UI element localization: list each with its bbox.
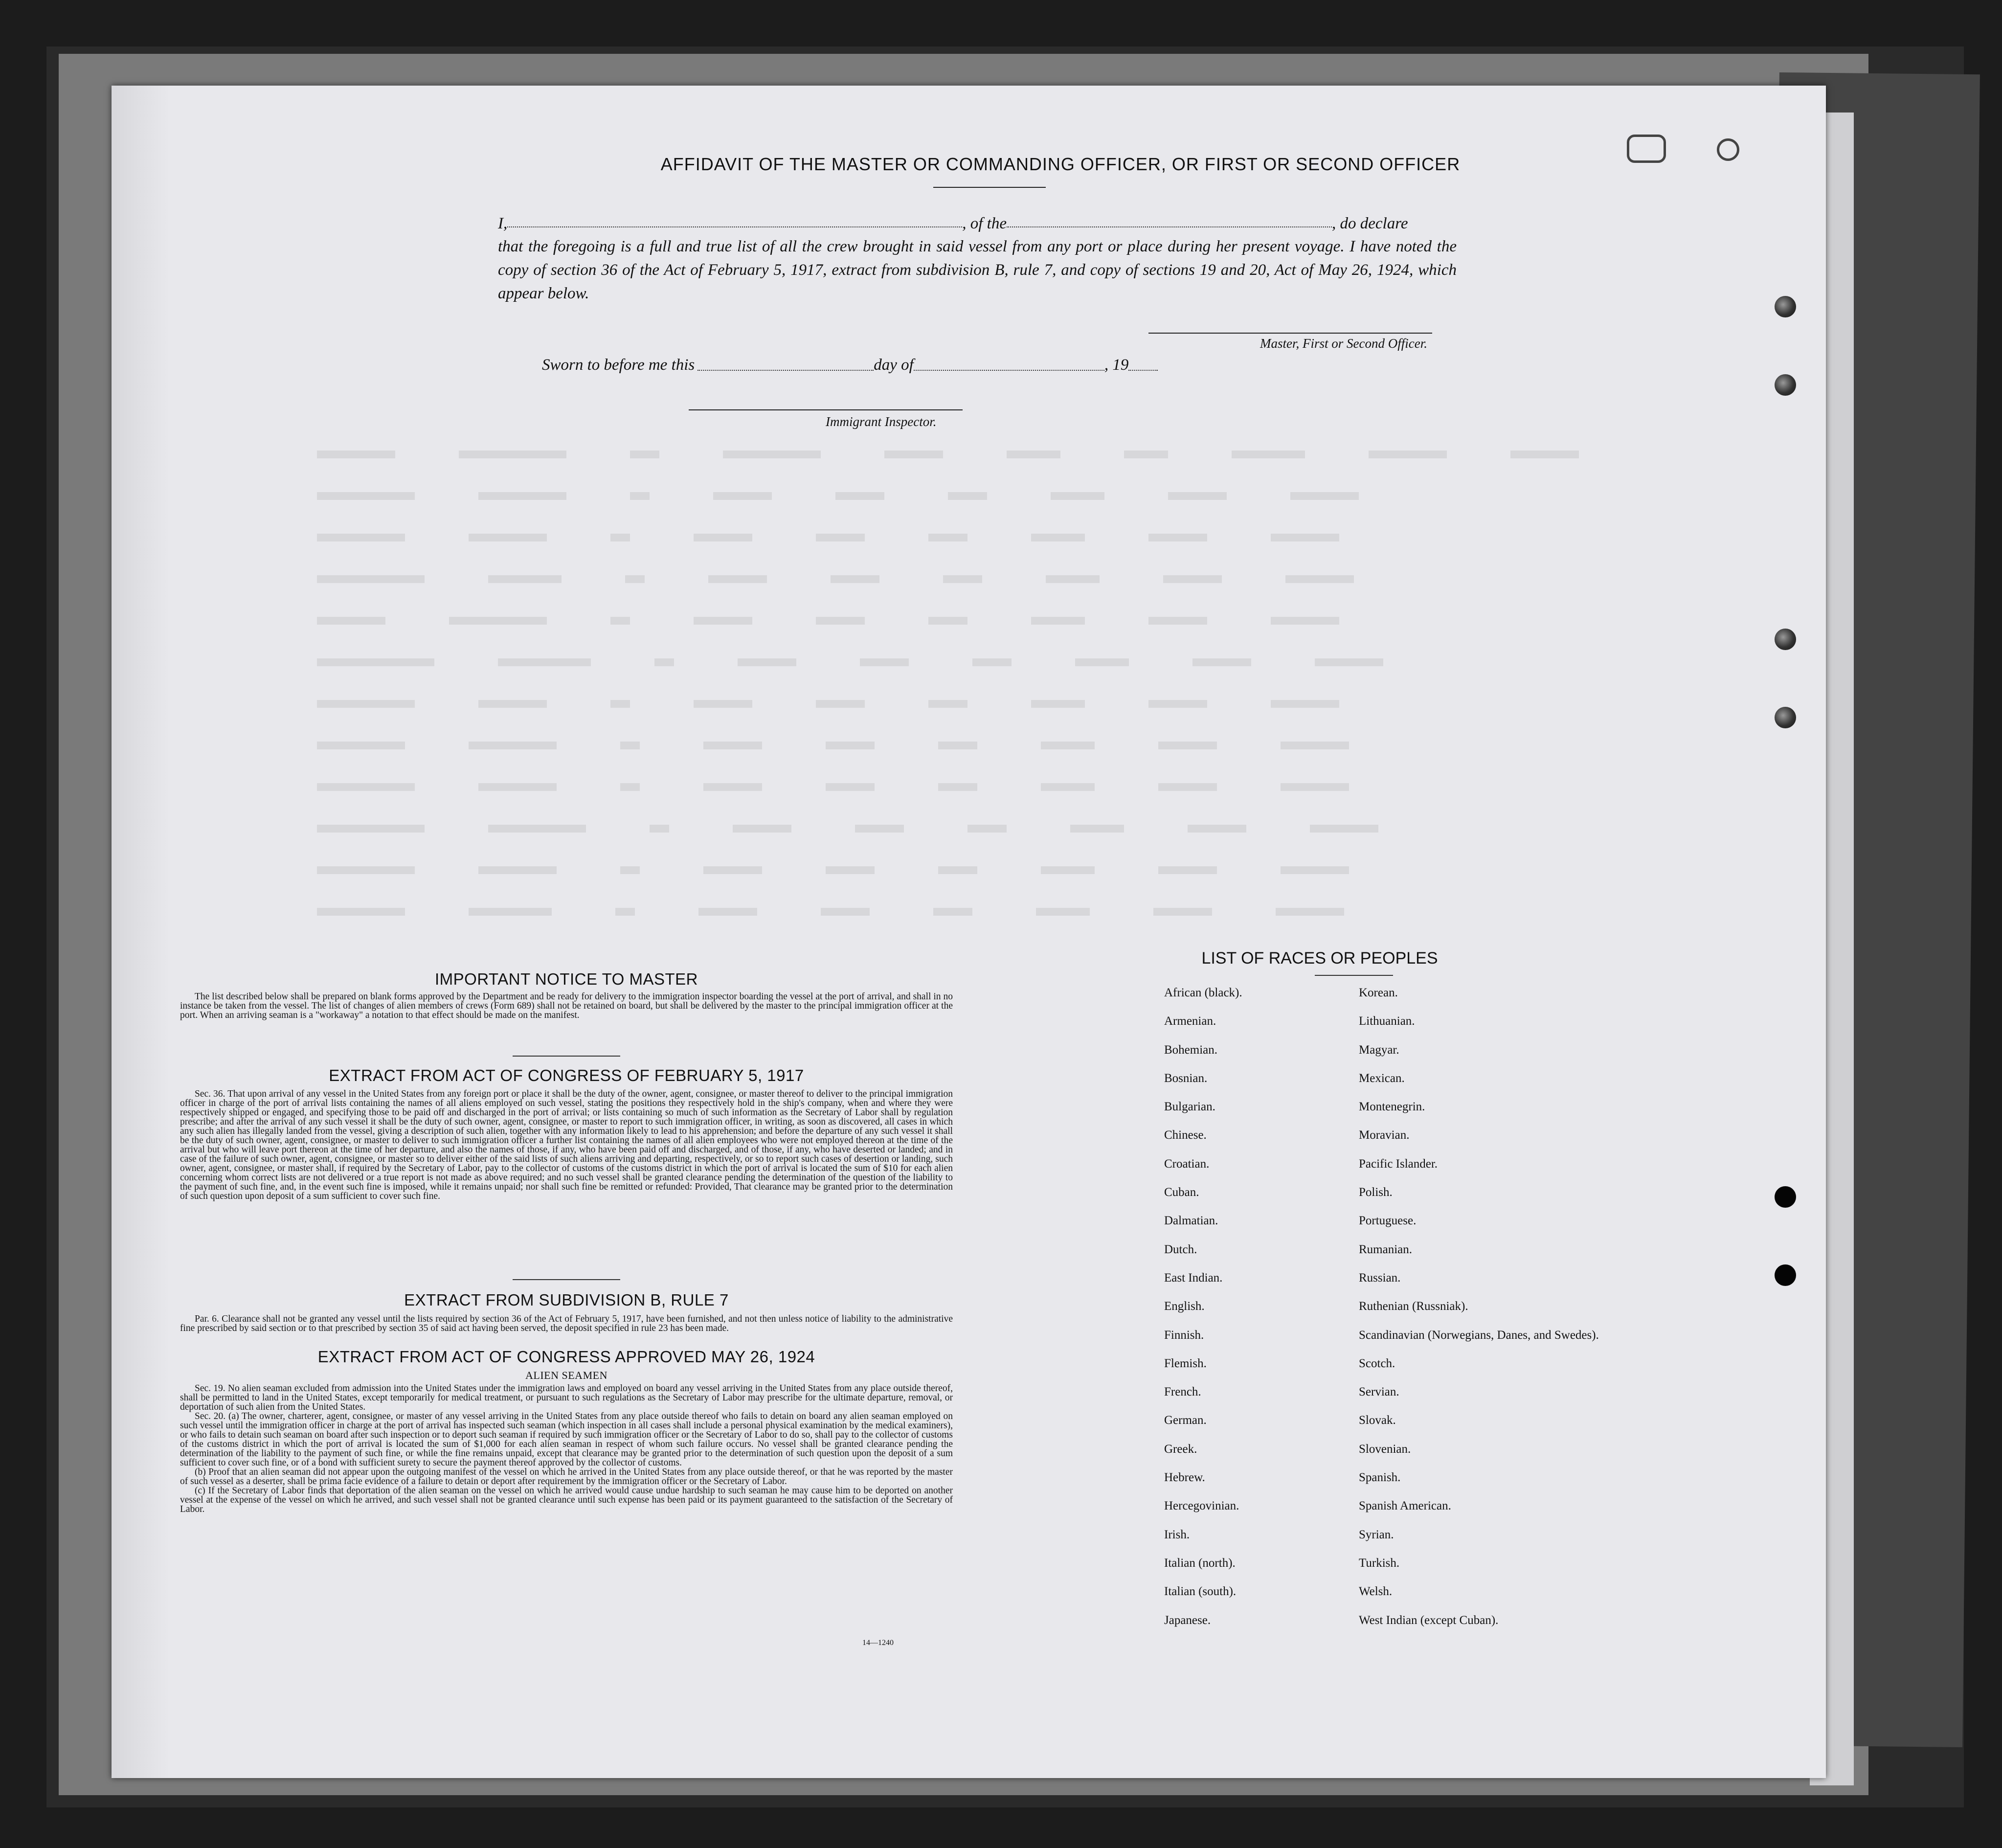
race-item: West Indian (except Cuban). xyxy=(1359,1613,1499,1627)
extract-rule7-paragraph: Par. 6. Clearance shall not be granted any vessel until the lists required by section 36 of the Act of February 5, 1917, have been furnished, and not then unless notice of liability to the administrative fine prescribed by said section or to that prescribed by section 35 of said act having been served, the deposit specified in rule 23 has been made. xyxy=(180,1314,953,1333)
race-item: Cuban. xyxy=(1164,1186,1199,1199)
of-the-label: , of the xyxy=(962,215,1007,232)
binder-clip-mark xyxy=(1627,135,1666,163)
race-item: Greek. xyxy=(1164,1442,1197,1456)
race-item: Bosnian. xyxy=(1164,1071,1208,1085)
race-item: English. xyxy=(1164,1300,1205,1313)
extract-1917-text xyxy=(180,1089,953,1201)
race-item: Scotch. xyxy=(1359,1356,1395,1370)
races-heading: LIST OF RACES OR PEOPLES xyxy=(1201,949,1438,968)
race-item: Magyar. xyxy=(1359,1043,1399,1057)
race-item: Dutch. xyxy=(1164,1242,1197,1256)
punch-hole xyxy=(1775,707,1796,728)
race-item: French. xyxy=(1164,1385,1201,1399)
race-item: German. xyxy=(1164,1414,1207,1427)
race-item: Finnish. xyxy=(1164,1328,1204,1342)
declaration-line xyxy=(498,212,1457,235)
day-of-label: day of xyxy=(874,356,914,374)
extract-rule7-text xyxy=(180,1314,953,1333)
punch-hole xyxy=(1775,374,1796,396)
declarant-label: I, xyxy=(498,215,508,232)
race-item: Pacific Islander. xyxy=(1359,1157,1438,1171)
notice-text xyxy=(180,992,953,1020)
race-item: Dalmatian. xyxy=(1164,1214,1218,1228)
race-item: Welsh. xyxy=(1359,1585,1393,1599)
race-item: Moravian. xyxy=(1359,1128,1410,1142)
race-item: Slovenian. xyxy=(1359,1442,1411,1456)
punch-hole xyxy=(1775,629,1796,650)
sworn-label: Sworn to before me this xyxy=(542,356,695,374)
race-item: Mexican. xyxy=(1359,1071,1405,1085)
title-divider xyxy=(933,187,1046,188)
race-item: Italian (north). xyxy=(1164,1556,1236,1570)
race-item: Polish. xyxy=(1359,1186,1393,1199)
extract-1917-heading: EXTRACT FROM ACT OF CONGRESS OF FEBRUARY 5, 1917 xyxy=(329,1066,804,1084)
section-20a: Sec. 20. (a) The owner, charterer, agent, consignee, or master of any vessel arriving in the United States from any place outside thereof who fails to detain on board any alien seaman employed on such vessel until the immigration officer in charge at the port of arrival has inspected such seaman (which inspection in all cases shall include a personal physical examination by the medical examiners), or who fails to detain such seaman on board after such inspection or to deport such seaman if required by such immigration officer or the Secretary of Labor to do so, shall pay to the collector of customs of the customs district in which the port of arrival is located the sum of $1,000 for each alien seaman in respect of whom such failure occurs. No vessel shall be granted clearance pending the determination of the liability to the payment of such fine, or while the fine remains unpaid, except that clearance may be granted prior to the determination of such question upon the deposit of a sum sufficient to cover such fine, or of a bond with sufficient surety to secure the payment thereof approved by the collector of customs. xyxy=(180,1411,953,1468)
extract-1917-paragraph: Sec. 36. That upon arrival of any vessel in the United States from any foreign port or place it shall be the duty of the owner, agent, consignee, or master thereof to deliver to the principal immigration officer in charge of the port of arrival lists containing the names of all aliens employed on such vessel, stating the positions they respectively hold in the ship's company, when and where they were respectively shipped or engaged, and specifying those to be paid off and discharged in the port of arrival; or lists containing so much of such information as the Secretary of Labor shall by regulation prescribe; and after the arrival of any such vessel it shall be the duty of such owner, agent, consignee, or master to report to such immigration officer, in writing, as soon as discovered, all cases in which any such alien has illegally landed from the vessel, giving a description of such alien, together with any information likely to lead to his apprehension; and before the departure of any such vessel it shall be the duty of such owner, agent, consignee, or master to deliver to such immigration officer a further list containing the names of all alien employees who were not employed thereon at the time of the arrival but who will leave port thereon at the time of her departure, and also the names of those, if any, who have been paid off and discharged, and of those, if any, who have deserted or landed; and in case of the failure of such owner, agent, consignee, or master so to deliver either of the said lists of such aliens arriving and departing, respectively, or so to report such cases of desertion or landing, such owner, agent, consignee, or master shall, if required by the Secretary of Labor, pay to the collector of customs of the customs district in which the port of arrival is located the sum of $10 for each alien concerning whom correct lists are not delivered or a true report is not made as above required; and no such vessel shall be granted clearance pending the determination of the question of the liability to the payment of such fine, and, in the event such fine is imposed, while it remains unpaid; nor shall such fine be remitted or refunded: Provided, That clearance may be granted prior to the determination of such question upon deposit of a sum sufficient to cover such fine. xyxy=(180,1089,953,1201)
race-item: Chinese. xyxy=(1164,1128,1207,1142)
race-item: Flemish. xyxy=(1164,1356,1207,1370)
race-item: Hebrew. xyxy=(1164,1471,1205,1485)
races-right-column xyxy=(1359,986,1613,1642)
race-item: Bohemian. xyxy=(1164,1043,1218,1057)
section-20b: (b) Proof that an alien seaman did not appear upon the outgoing manifest of the vessel on which he arrived in the United States from any place outside thereof, or that he was reported by the master of such vessel as a deserter, shall be prima facie evidence of a failure to detain or deport after requirement by the immigration officer or the Secretary of Labor. xyxy=(180,1467,953,1487)
sworn-line xyxy=(542,356,1158,374)
sworn-year-blank[interactable] xyxy=(1128,356,1158,371)
binder-ring-mark xyxy=(1717,138,1739,161)
punch-hole xyxy=(1775,296,1796,317)
race-item: Hercegovinian. xyxy=(1164,1499,1239,1513)
race-item: Ruthenian (Russniak). xyxy=(1359,1300,1468,1313)
extract-1924-heading: EXTRACT FROM ACT OF CONGRESS APPROVED MAY 26, 1924 xyxy=(317,1348,815,1366)
race-item: Irish. xyxy=(1164,1528,1190,1541)
race-item: Scandinavian (Norwegians, Danes, and Swedes). xyxy=(1359,1328,1599,1342)
affidavit-title: AFFIDAVIT OF THE MASTER OR COMMANDING OFFICER, OR FIRST OR SECOND OFFICER xyxy=(660,154,1461,174)
race-item: Croatian. xyxy=(1164,1157,1210,1171)
race-item: Rumanian. xyxy=(1359,1242,1413,1256)
races-left-column xyxy=(1164,986,1350,1642)
extract-rule7-heading: EXTRACT FROM SUBDIVISION B, RULE 7 xyxy=(404,1291,729,1309)
inspector-signature-line[interactable] xyxy=(689,409,963,410)
notice-divider xyxy=(513,1056,620,1057)
race-item: East Indian. xyxy=(1164,1271,1223,1285)
declarant-name-blank[interactable] xyxy=(507,212,962,227)
race-item: Spanish American. xyxy=(1359,1499,1451,1513)
race-item: Lithuanian. xyxy=(1359,1014,1415,1028)
race-item: Slovak. xyxy=(1359,1414,1396,1427)
race-item: Armenian. xyxy=(1164,1014,1216,1028)
race-item: Bulgarian. xyxy=(1164,1100,1215,1114)
race-item: Italian (south). xyxy=(1164,1585,1237,1599)
race-item: Spanish. xyxy=(1359,1471,1401,1485)
race-item: Japanese. xyxy=(1164,1613,1211,1627)
extract-1917-divider xyxy=(513,1279,620,1280)
race-item: Russian. xyxy=(1359,1271,1401,1285)
section-20c: (c) If the Secretary of Labor finds that deportation of the alien seaman on the vessel on which he arrived would cause undue hardship to such seaman he may cause him to be deported on another vessel at the expense of the vessel on which he arrived, and such vessel shall not be granted clearance until such expense has been paid or its payment guaranteed to the satisfaction of the Secretary of Labor. xyxy=(180,1486,953,1514)
declaration-body: that the foregoing is a full and true list of all the crew brought in said vessel from any port or place during her present voyage. I have noted the copy of section 36 of the Act of February 5, 1917, extract from subdivision B, rule 7, and copy of sections 19 and 20, Act of May 26, 1924, which appear below. xyxy=(498,238,1457,302)
form-number: 14—1240 xyxy=(862,1639,894,1647)
inspector-caption: Immigrant Inspector. xyxy=(826,414,937,429)
declare-label: , do declare xyxy=(1331,215,1408,232)
race-item: African (black). xyxy=(1164,986,1242,999)
section-19: Sec. 19. No alien seaman excluded from admission into the United States under the immigration laws and employed on board any vessel arriving in the United States from any place outside thereof, shall be permitted to land in the United States, except temporarily for medical treatment, or pursuant to such regulations as the Secretary of Labor may prescribe for the ultimate departure, removal, or deportation of such alien from the United States. xyxy=(180,1383,953,1412)
race-item: Servian. xyxy=(1359,1385,1399,1399)
race-item: Syrian. xyxy=(1359,1528,1394,1541)
vessel-name-blank[interactable] xyxy=(1007,212,1332,227)
punch-hole xyxy=(1775,1264,1796,1286)
master-signature-line[interactable] xyxy=(1148,333,1432,334)
extract-1924-text xyxy=(180,1384,953,1514)
races-divider xyxy=(1315,975,1393,976)
notice-heading: IMPORTANT NOTICE TO MASTER xyxy=(434,970,698,988)
manifest-page xyxy=(112,86,1826,1778)
notice-paragraph: The list described below shall be prepared on blank forms approved by the Department and be ready for delivery to the immigration inspector boarding the vessel at the port of arrival, and shall in no instance be taken from the vessel. The list of changes of alien members of crews (Form 689) shall not be retained on board, but shall be delivered by the master to the principal immigration officer at the port. When an arriving seaman is a "workaway" a notation to that effect should be made on the manifest. xyxy=(180,992,953,1020)
sworn-month-blank[interactable] xyxy=(914,356,1104,371)
race-item: Korean. xyxy=(1359,986,1398,999)
race-item: Portuguese. xyxy=(1359,1214,1417,1228)
master-signature-caption: Master, First or Second Officer. xyxy=(1260,336,1427,351)
alien-seamen-subheading: ALIEN SEAMEN xyxy=(525,1369,607,1381)
year-label: , 19 xyxy=(1104,356,1129,374)
race-item: Montenegrin. xyxy=(1359,1100,1425,1114)
punch-hole xyxy=(1775,1186,1796,1208)
race-item: Turkish. xyxy=(1359,1556,1400,1570)
sworn-day-blank[interactable] xyxy=(697,356,874,371)
